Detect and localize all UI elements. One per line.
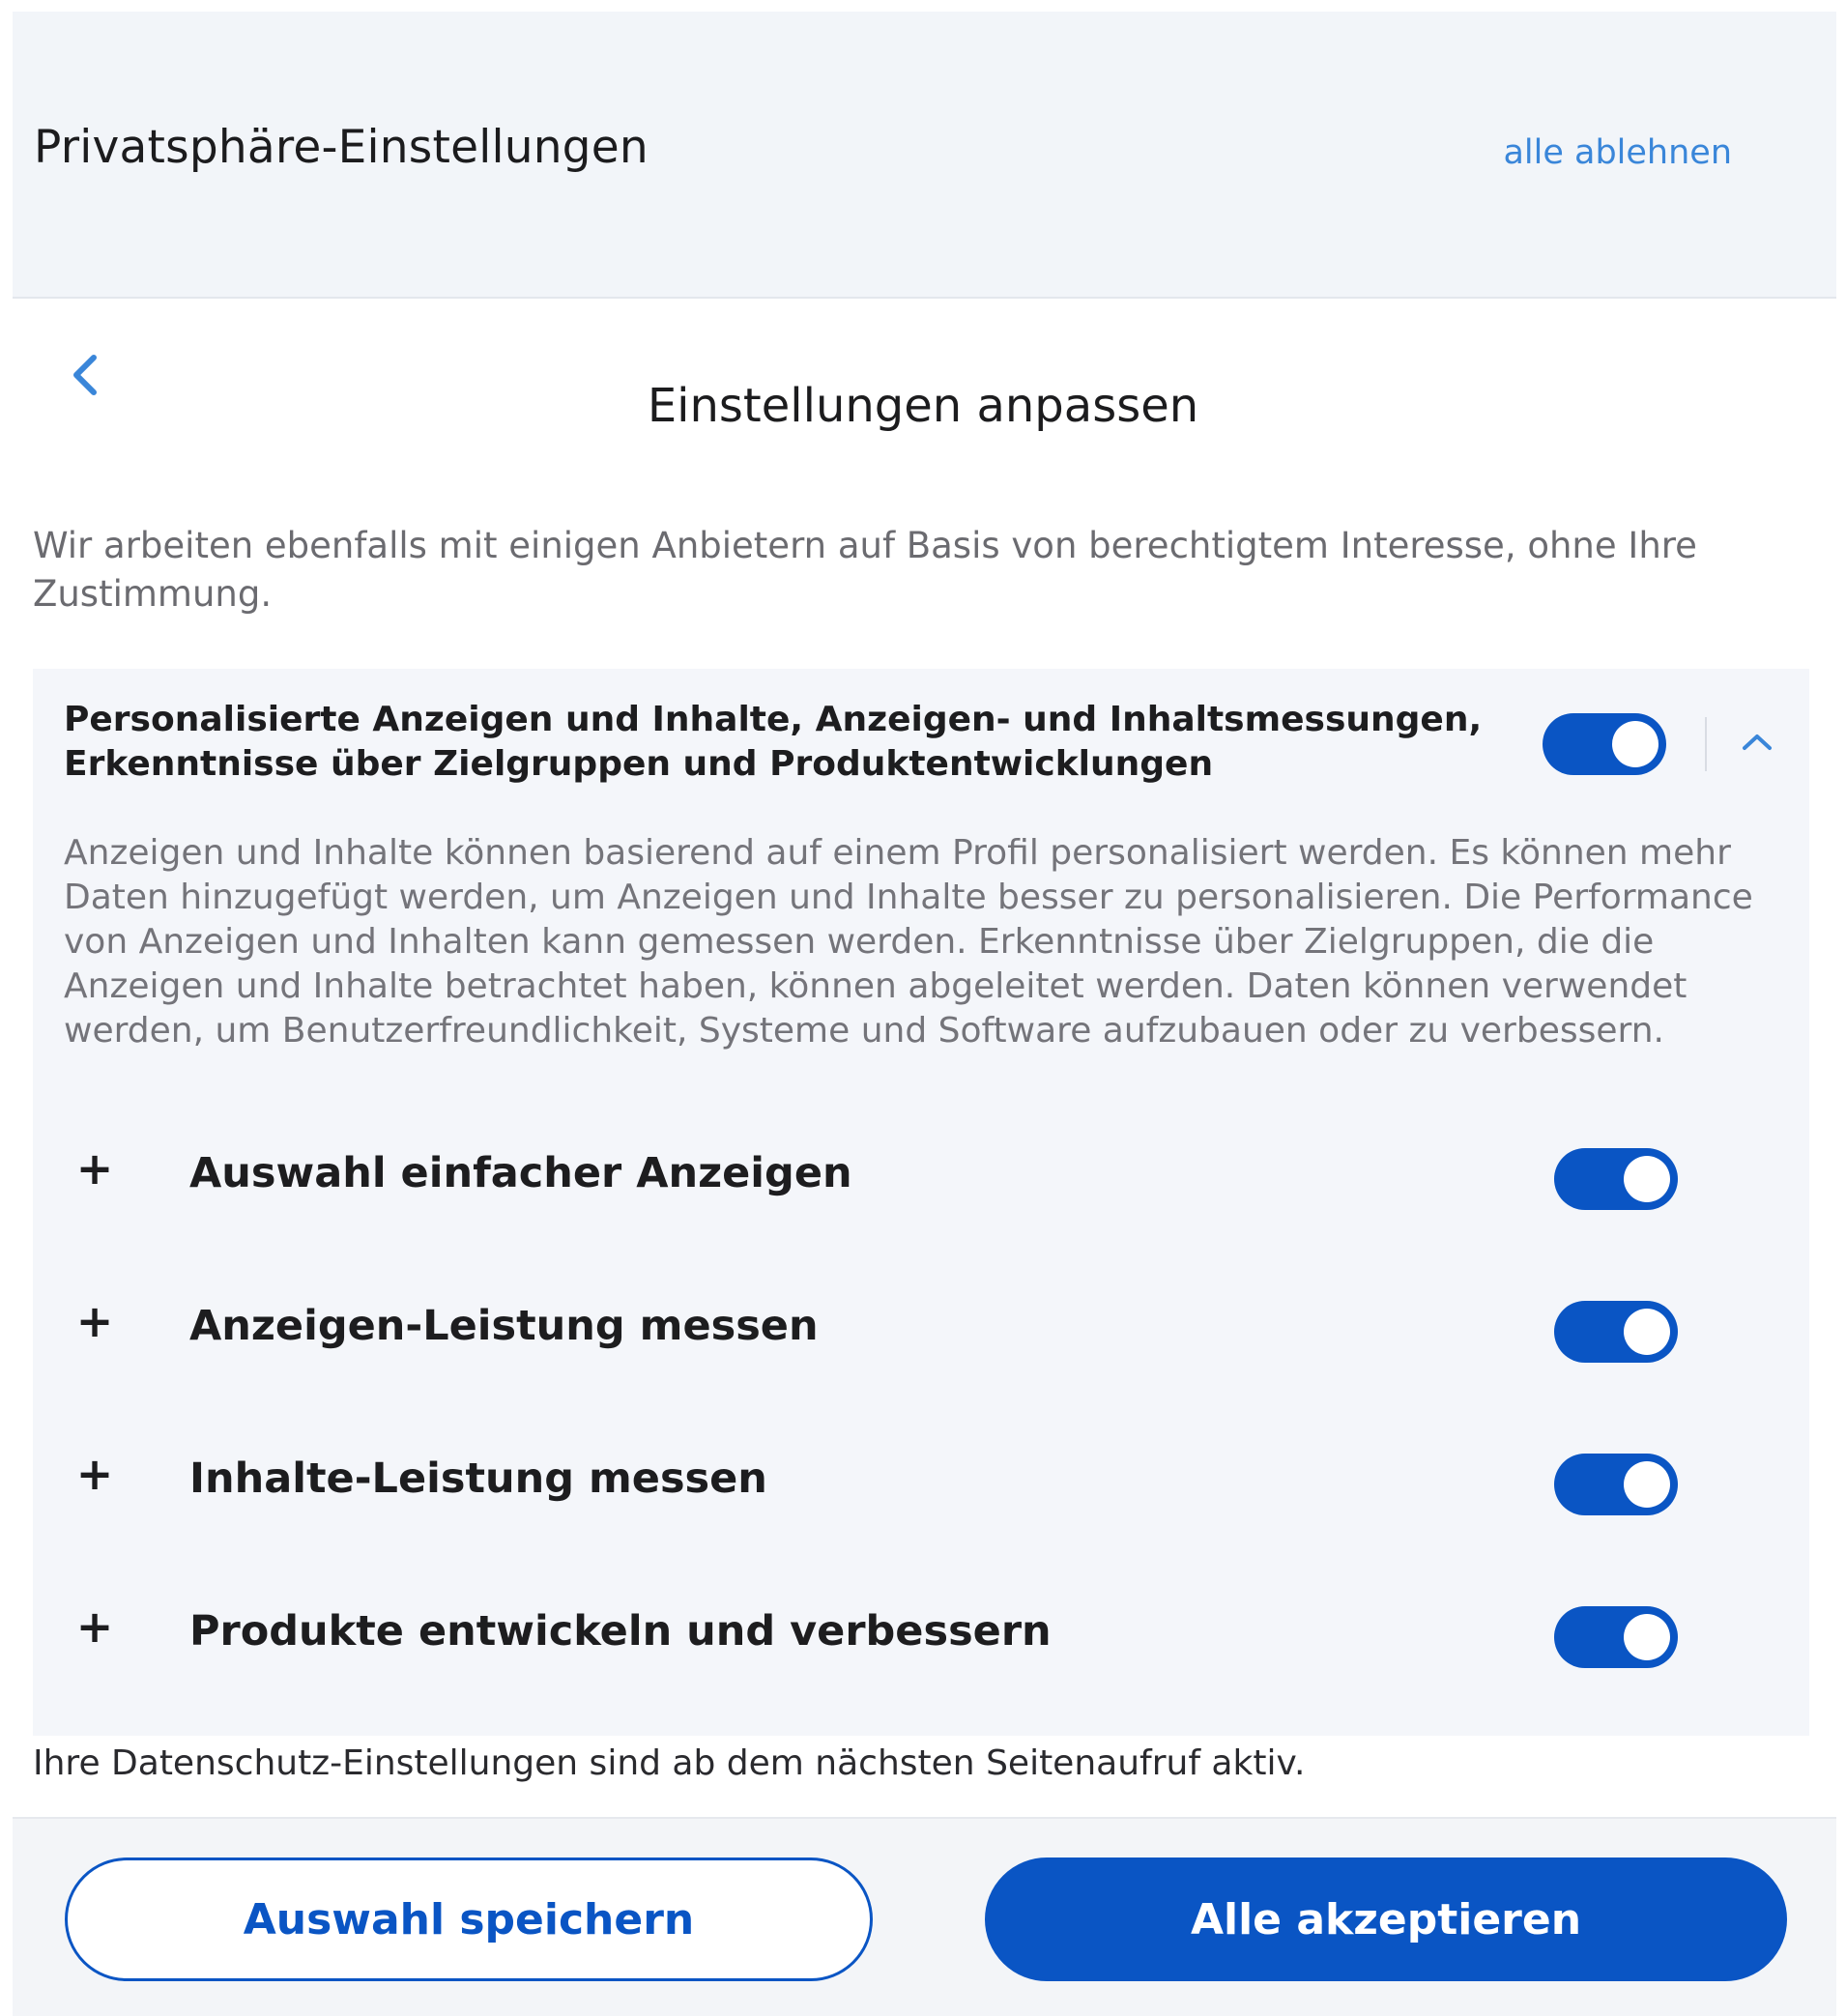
sub-item-label: Produkte entwickeln und verbessern [189,1607,1052,1656]
reject-all-link[interactable]: alle ablehnen [1503,133,1732,172]
sub-item-label: Anzeigen-Leistung messen [189,1302,819,1350]
chevron-up-icon [1741,733,1774,752]
sub-item-label: Inhalte-Leistung messen [189,1454,767,1503]
footer-note: Ihre Datenschutz-Einstellungen sind ab dem nächsten Seitenaufruf aktiv. [33,1743,1306,1783]
sub-item-toggle[interactable] [1554,1301,1678,1363]
divider [1705,717,1707,771]
sub-item-toggle[interactable] [1554,1454,1678,1515]
toggle-knob [1624,1156,1670,1202]
toggle-knob [1624,1614,1670,1660]
sub-item-toggle[interactable] [1554,1148,1678,1210]
plus-icon: + [75,1600,114,1653]
footer-bar [13,1817,1836,2016]
toggle-knob [1624,1461,1670,1508]
toggle-knob [1612,721,1659,767]
header [13,12,1836,299]
intro-text: Wir arbeiten ebenfalls mit einigen Anbietern auf Basis von berechtigtem Interesse, ohne Ihre Zustimmung. [33,525,1697,615]
purpose-panel [33,669,1809,1736]
save-selection-button[interactable]: Auswahl speichern [65,1858,873,1981]
sub-item-inhalte-leistung-messen[interactable] [75,1444,1718,1512]
sub-item-label: Auswahl einfacher Anzeigen [189,1149,852,1197]
toggle-knob [1624,1309,1670,1355]
plus-icon: + [75,1142,114,1195]
page-title: Privatsphäre-Einstellungen [34,121,649,174]
plus-icon: + [75,1295,114,1347]
purpose-title: Personalisierte Anzeigen und Inhalte, Anzeigen- und Inhaltsmessungen, Erkenntnisse über Zielgruppen und Produktentwicklungen [64,700,1483,784]
sub-item-anzeigen-leistung-messen[interactable] [75,1291,1718,1359]
section-title: Einstellungen anpassen [647,379,1199,433]
sub-item-toggle[interactable] [1554,1606,1678,1668]
accept-all-button[interactable]: Alle akzeptieren [985,1858,1787,1981]
plus-icon: + [75,1448,114,1500]
sub-item-auswahl-einfacher-anzeigen[interactable] [75,1138,1718,1206]
purpose-description: Anzeigen und Inhalte können basierend auf einem Profil personalisiert werden. Es können mehr Daten hinzugefügt werden, um Anzeigen und Inhalte besser zu personalisieren. Die Performance von Anzeigen und Inhalten kann gemessen werden. Erkenntnisse über Zielgruppen, die die Anzeigen und Inhalte betrachtet haben, können abgeleitet werden. Daten können verwendet werden, um Benutzerfreundlichkeit, Systeme und Software aufzubauen oder zu verbessern. [64,833,1753,1051]
sub-item-produkte-entwickeln[interactable] [75,1597,1718,1664]
purpose-toggle[interactable] [1543,713,1666,775]
collapse-button[interactable] [1738,723,1776,762]
